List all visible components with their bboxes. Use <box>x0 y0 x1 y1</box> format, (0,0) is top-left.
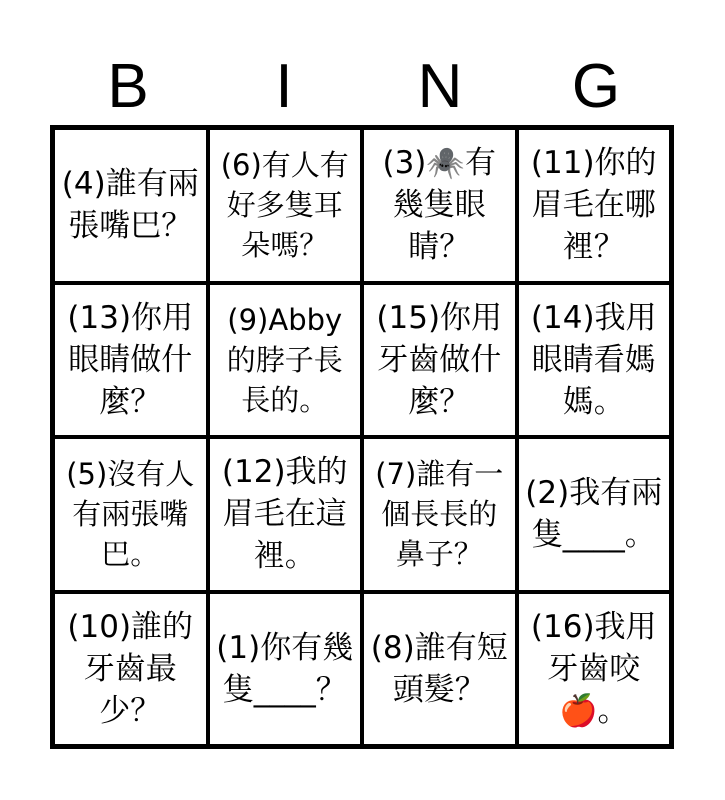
header-letter-n: N <box>417 52 463 121</box>
cell-text: (10)誰的牙齒最少？ <box>67 608 194 729</box>
bingo-cell[interactable] <box>517 437 672 592</box>
cell-text: (2)我有兩隻____。 <box>525 475 663 554</box>
cell-text: (6)有人有好多隻耳朵嗎？ <box>220 148 349 263</box>
cell-text: (5)沒有人有兩張嘴巴。 <box>66 457 195 572</box>
bingo-cell[interactable] <box>208 592 363 747</box>
cell-text: (7)誰有一個長長的鼻子？ <box>375 457 504 572</box>
bingo-cell[interactable] <box>362 437 517 592</box>
bingo-cell[interactable] <box>517 128 672 283</box>
bingo-header <box>50 52 674 122</box>
cell-text: (9)Abby的脖子長長的。 <box>226 302 343 417</box>
header-letter-g: G <box>571 52 621 121</box>
bingo-cell[interactable] <box>53 592 208 747</box>
bingo-cell[interactable] <box>208 283 363 438</box>
bingo-cell[interactable] <box>208 437 363 592</box>
bingo-cell[interactable] <box>53 283 208 438</box>
bingo-cell[interactable] <box>362 128 517 283</box>
bingo-grid <box>50 125 674 749</box>
bingo-cell[interactable] <box>208 128 363 283</box>
header-letter-b: B <box>107 52 149 121</box>
cell-text: (3)🕷️有幾隻眼睛？ <box>382 145 496 266</box>
bingo-cell[interactable] <box>517 592 672 747</box>
cell-text: (4)誰有兩張嘴巴？ <box>61 166 199 245</box>
cell-text: (1)你有幾隻____？ <box>216 629 354 708</box>
cell-text: (13)你用眼睛做什麼？ <box>67 299 194 420</box>
cell-text: (14)我用眼睛看媽媽。 <box>530 299 657 420</box>
bingo-cell[interactable] <box>362 283 517 438</box>
bingo-cell[interactable] <box>53 437 208 592</box>
cell-text: (11)你的眉毛在哪裡？ <box>530 145 657 266</box>
cell-text: (8)誰有短頭髮？ <box>370 629 508 708</box>
cell-text: (12)我的眉毛在這裡。 <box>221 454 348 575</box>
bingo-cell[interactable] <box>517 283 672 438</box>
bingo-cell[interactable] <box>53 128 208 283</box>
bingo-cell[interactable] <box>362 592 517 747</box>
cell-text: (15)你用牙齒做什麼？ <box>376 299 503 420</box>
cell-text: (16)我用牙齒咬🍎。 <box>530 608 657 729</box>
header-letter-i: I <box>275 52 293 121</box>
